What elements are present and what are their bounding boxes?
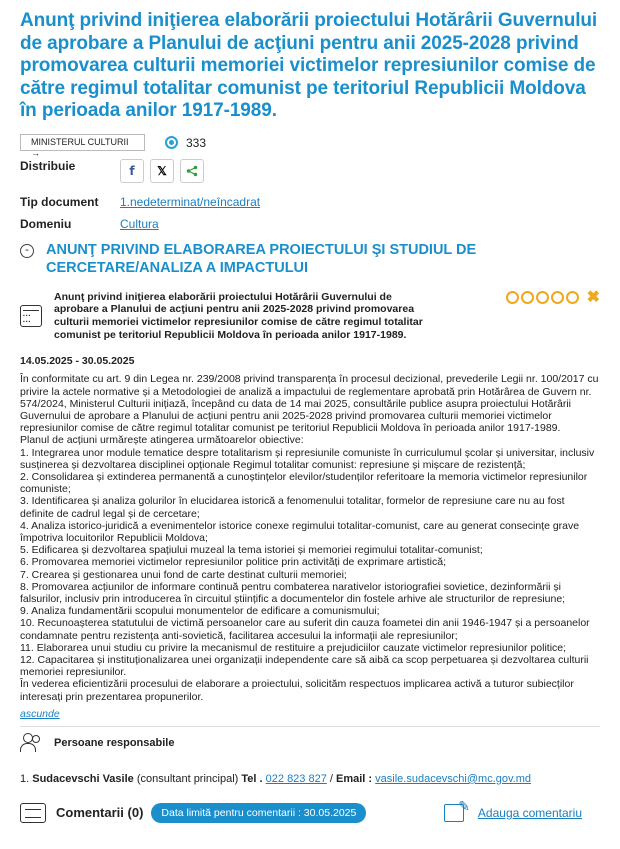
email-label: Email : [336, 772, 373, 785]
clear-rating-icon[interactable]: ✖ [586, 288, 600, 306]
add-comment-link[interactable]: Adauga comentariu [477, 805, 582, 820]
objective-item: 7. Crearea și gestionarea unui fond de carte destinat culturii memoriei; [20, 568, 347, 581]
rating-star-5[interactable] [566, 291, 579, 304]
objective-item: 2. Consolidarea și extinderea permanentă a cunoștințelor elevilor/studenților referitoare la memoria victimelor represiunilor comuniste; [20, 470, 588, 496]
contact-role: (consultant principal) [136, 772, 239, 785]
objective-item: 3. Identificarea și analiza golurilor în elucidarea istorică a fenomenului totalitar, formelor de represiune care nu au fost definite de cadrul legal și de cercetare; [20, 495, 565, 520]
doc-type-label: Tip document [20, 194, 99, 209]
responsible-header [20, 733, 600, 753]
hide-link[interactable]: ascunde [20, 707, 60, 720]
contact-separator: / [329, 772, 333, 785]
document-block [20, 288, 600, 342]
rating-star-1[interactable] [506, 291, 519, 304]
views-count: 333 [186, 135, 207, 150]
section-title: ANUNŢ PRIVIND ELABORAREA PROIECTULUI ŞI STUDIUL DE CERCETARE/ANALIZA A IMPACTULUI [46, 241, 477, 276]
comment-deadline-badge: Data limită pentru comentarii : 30.05.2025 [151, 803, 366, 823]
share-buttons [120, 159, 204, 185]
objective-item: 11. Elaborarea unui studiu cu privire la mecanismul de restituire a prejudiciilor cauzate victimelor represiunilor politice; [20, 641, 567, 654]
ministry-button[interactable]: MINISTERUL CULTURII → [20, 134, 145, 151]
doc-type-link[interactable]: 1.nedeterminat/neîncadrat [120, 194, 261, 209]
people-icon [20, 733, 42, 753]
body-closing: În vederea eficientizării procesului de elaborare a proiectului, solicităm respectuos implicarea activă a tuturor subiecților interesați prin prezentarea propunerilor. [20, 678, 574, 703]
doc-type-row [20, 195, 600, 209]
eye-icon [165, 136, 178, 149]
tel-label: Tel . [241, 772, 263, 785]
edit-icon [444, 804, 464, 822]
calendar-icon [20, 305, 42, 327]
responsible-title: Persoane responsabile [54, 736, 175, 749]
objective-item: 4. Analiza istorico-juridică a evenimentelor istorice conexe regimului totalitar-comunist, care au generat consecințe grave împotriva locuitorilor Republicii Moldova; [20, 519, 580, 544]
views-counter [165, 136, 206, 150]
section-header [20, 241, 600, 277]
domain-link[interactable]: Cultura [120, 216, 159, 231]
distribution-label: Distribuie [20, 158, 76, 173]
phone-link[interactable]: 022 823 827 [265, 772, 327, 785]
domain-label: Domeniu [20, 216, 72, 231]
objective-item: 1. Integrarea unor module tematice despre totalitarism și represiunile comuniste în curriculumul școlar și universitar, inclusiv susținerea și dezvoltarea disciplinei opționale Regimul totalitar comunist: represiune și mișcare de rezistență; [20, 446, 595, 471]
objective-item: 5. Edificarea și dezvoltarea spațiului muzeal la tema istoriei și memoriei regimului totalitar-comunist; [20, 544, 483, 557]
collapse-toggle[interactable]: - [20, 244, 34, 258]
contact-number: 1. [20, 772, 30, 785]
share-row [20, 159, 600, 185]
objective-item: 8. Promovarea acțiunilor de informare continuă pentru combaterea narativelor istoriografiei sovietice, dezinformării și falsurilor, inclusiv prin introducerea în circuitul științific a documentelor din fostele arhive ale structurilor de represiune; [20, 580, 566, 605]
contact-name: Sudacevschi Vasile [32, 772, 134, 785]
add-comment-button[interactable] [444, 804, 582, 822]
announcement-body [20, 373, 600, 702]
objectives-intro: Planul de acțiuni urmărește atingerea următoarelor obiective: [20, 434, 304, 447]
email-link[interactable]: vasile.sudacevschi@mc.gov.md [375, 772, 532, 785]
objective-item: 12. Capacitarea și instituționalizarea unei organizații independente care să aibă ca scop perpetuarea și dezvoltarea culturii memoriei represiunilor. [20, 653, 589, 679]
x-share-icon[interactable]: 𝕏 [150, 159, 174, 183]
body-intro: În conformitate cu art. 9 din Legea nr. 239/2008 privind transparența în procesul decizional, prevederile Legii nr. 100/2017 cu privire la actele normative și a Metodologiei de analiză a impactului de reglementare aprobată prin Hotărârea de Guvern nr. 574/2024, Ministerul Culturii inițiază, începând cu data de 14 mai 2025, consultările publice asupra proiectului Hotărârii Guvernului de aprobare a Planului de acțiuni pentru anii 2025-2028 privind promovarea culturii memoriei victimelor represiunilor comise de către regimul totalitar comunist pe teritoriul Republicii Moldova în perioada anilor 1917-1989. [20, 373, 599, 435]
objective-item: 10. Recunoașterea statutului de victimă persoanelor care au suferit din cauza foametei din anii 1946-1947 și a persoanelor condamnate pentru rezistența anti-sovietică, facilitarea accesului la informații ale represiunilor; [20, 617, 590, 642]
rating-star-3[interactable] [536, 291, 549, 304]
objective-item: 6. Promovarea memoriei victimelor represiunilor politice prin activități de exprimare artistică; [20, 556, 446, 569]
domain-row [20, 217, 600, 231]
divider [20, 726, 600, 727]
rating-star-2[interactable] [521, 291, 534, 304]
comments-row [20, 803, 600, 823]
comments-icon [20, 803, 46, 823]
consultation-dates: 14.05.2025 - 30.05.2025 [20, 355, 135, 368]
rating-star-4[interactable] [551, 291, 564, 304]
ministry-row [20, 135, 600, 158]
facebook-share-icon[interactable]: f [120, 159, 144, 183]
objective-item: 9. Analiza fundamentării scopului monumentelor de edificare a comunismului; [20, 605, 380, 618]
contact-line [20, 773, 600, 785]
page-title: Anunţ privind iniţierea elaborării proiectului Hotărârii Guvernului de aprobare a Planului de acţiuni pentru anii 2025-2028 privind promovarea culturii memoriei victimelor represiunilor comise de către regimul totalitar comunist pe teritoriul Republicii Moldova în perioada anilor 1917-1989. [20, 10, 598, 121]
document-summary: Anunţ privind iniţierea elaborării proiectului Hotărârii Guvernului de aprobare a Planului de acţiuni pentru anii 2025-2028 privind promovarea culturii memoriei victimelor represiunilor comise de către regimul totalitar comunist pe teritoriul Republicii Moldova în perioada anilor 1917-1989. [54, 290, 423, 341]
rating-stars [506, 288, 600, 306]
share-icon[interactable] [180, 159, 204, 183]
comments-title: Comentarii (0) [56, 805, 144, 821]
